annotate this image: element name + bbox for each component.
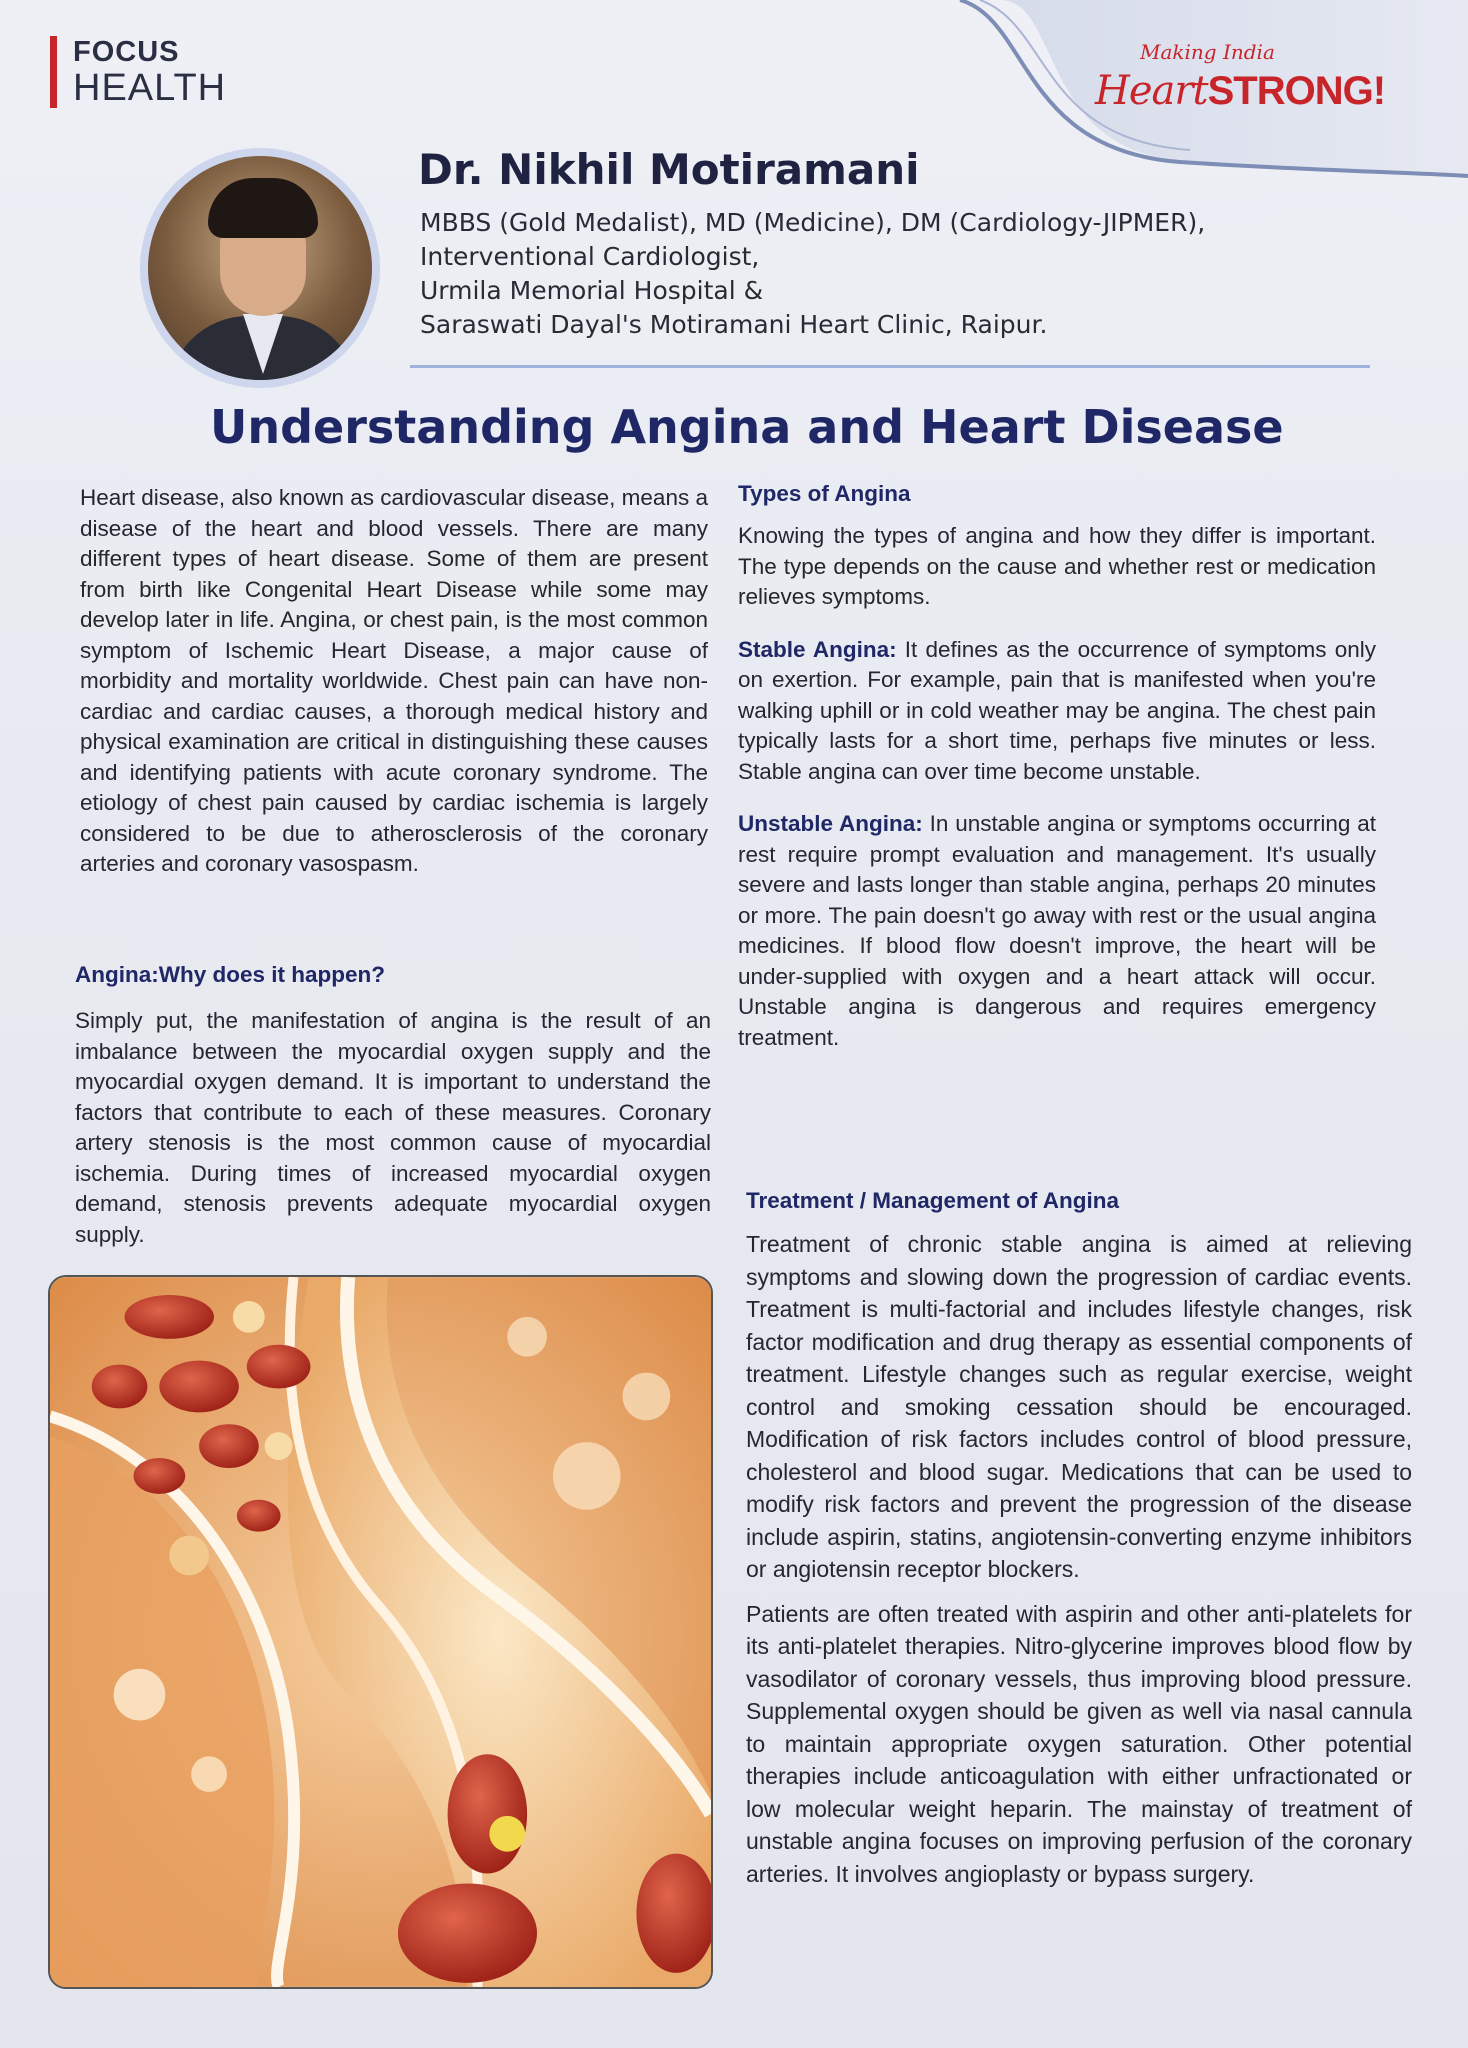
credential-line: MBBS (Gold Medalist), MD (Medicine), DM (Cardiology-JIPMER), [420,208,1206,237]
stable-angina-label: Stable Angina: [738,636,897,662]
author-photo [140,148,380,388]
artery-illustration [48,1275,713,1989]
treatment-section [746,1188,1412,1902]
unstable-angina-label: Unstable Angina: [738,811,923,836]
why-paragraph: Simply put, the manifestation of angina is the result of an imbalance between the myocardial oxygen supply and the myocardial oxygen demand. It is important to understand the factors that contribute to each of these measures. Coronary artery stenosis is the most common cause of myocardial ischemia. During times of increased myocardial oxygen demand, stenosis prevents adequate myocardial oxygen supply. [75,1008,711,1247]
author-name: Dr. Nikhil Motiramani [418,145,920,194]
treatment-paragraph-1: Treatment of chronic stable angina is aimed at relieving symptoms and slowing down the progression of cardiac events. Treatment is multi-factorial and includes lifestyle changes, risk factor modification and drug therapy as essential components of treatment. Lifestyle changes such as regular exercise, weight control and smoking cessation should be encouraged. Modification of risk factors includes control of blood pressure, cholesterol and blood sugar. Medications that can be used to modify risk factors and prevent the progression of the disease include aspirin, statins, angiotensin-converting enzyme inhibitors or angiotensin receptor blockers. [746,1231,1412,1582]
unstable-angina-paragraph [738,809,1376,1053]
article-title: Understanding Angina and Heart Disease [210,400,1284,454]
campaign-tagline [1080,40,1400,115]
section-label-line1: FOCUS [73,36,180,68]
stable-angina-text: It defines as the occurrence of symptoms only on exertion. For example, pain that is manifested when you're walking uphill or in cold weather may be angina. The chest pain typically lasts for a short time, perhaps five minutes or less. Stable angina can over time become unstable. [738,636,1376,784]
intro-paragraph: Heart disease, also known as cardiovascular disease, means a disease of the heart and blood vessels. There are many different types of heart disease. Some of them are present from birth like Congenital Heart Disease while some may develop later in life. Angina, or chest pain, is the most common symptom of Ischemic Heart Disease, a major cause of morbidity and mortality worldwide. Chest pain can have non-cardiac and cardiac causes, a thorough medical history and physical examination are critical in distinguishing these causes and identifying patients with acute coronary syndrome. The etiology of chest pain caused by cardiac ischemia is largely considered to be due to atherosclerosis of the coronary arteries and coronary vasospasm. [80,485,708,876]
types-section [738,481,1376,1075]
section-label-line2: HEALTH [73,67,227,109]
treatment-heading: Treatment / Management of Angina [746,1188,1119,1213]
types-intro: Knowing the types of angina and how they differ is important. The type depends on the cause and whether rest or medication relieves symptoms. [738,523,1376,609]
author-credentials [420,206,1205,342]
why-heading: Angina:Why does it happen? [75,962,385,987]
why-section [75,962,711,1250]
tagline-bold: STRONG! [1207,69,1386,113]
stable-angina-paragraph [738,635,1376,788]
treatment-paragraph-2: Patients are often treated with aspirin and other anti-platelets for its anti-platelet therapies. Nitro-glycerine improves blood flow by vasodilator of coronary vessels, thus improving blood pressure. Supplemental oxygen should be given as well via nasal cannula to maintain appropriate oxygen saturation. Other potential therapies include anticoagulation with either unfractionated or low molecular weight heparin. The mainstay of treatment of unstable angina focuses on improving perfusion of the coronary arteries. It involves angioplasty or bypass surgery. [746,1600,1412,1887]
credential-line: Interventional Cardiologist, [420,242,760,271]
types-heading: Types of Angina [738,481,911,506]
tagline-script: Heart [1094,68,1208,114]
credential-line: Saraswati Dayal's Motiramani Heart Clinic, Raipur. [420,310,1048,339]
credential-line: Urmila Memorial Hospital & [420,276,764,305]
tagline-small: Making India [1140,40,1275,64]
divider-rule [410,365,1370,368]
unstable-angina-text: In unstable angina or symptoms occurring at rest require prompt evaluation and management. It's usually severe and lasts longer than stable angina, perhaps 20 minutes or more. The pain doesn't go away with rest or the usual angina medicines. If blood flow doesn't improve, the heart will be under-supplied with oxygen and a heart attack will occur. Unstable angina is dangerous and requires emergency treatment. [738,811,1376,1050]
tagline-main [1080,64,1400,115]
intro-section [80,483,708,880]
section-label [50,36,226,108]
